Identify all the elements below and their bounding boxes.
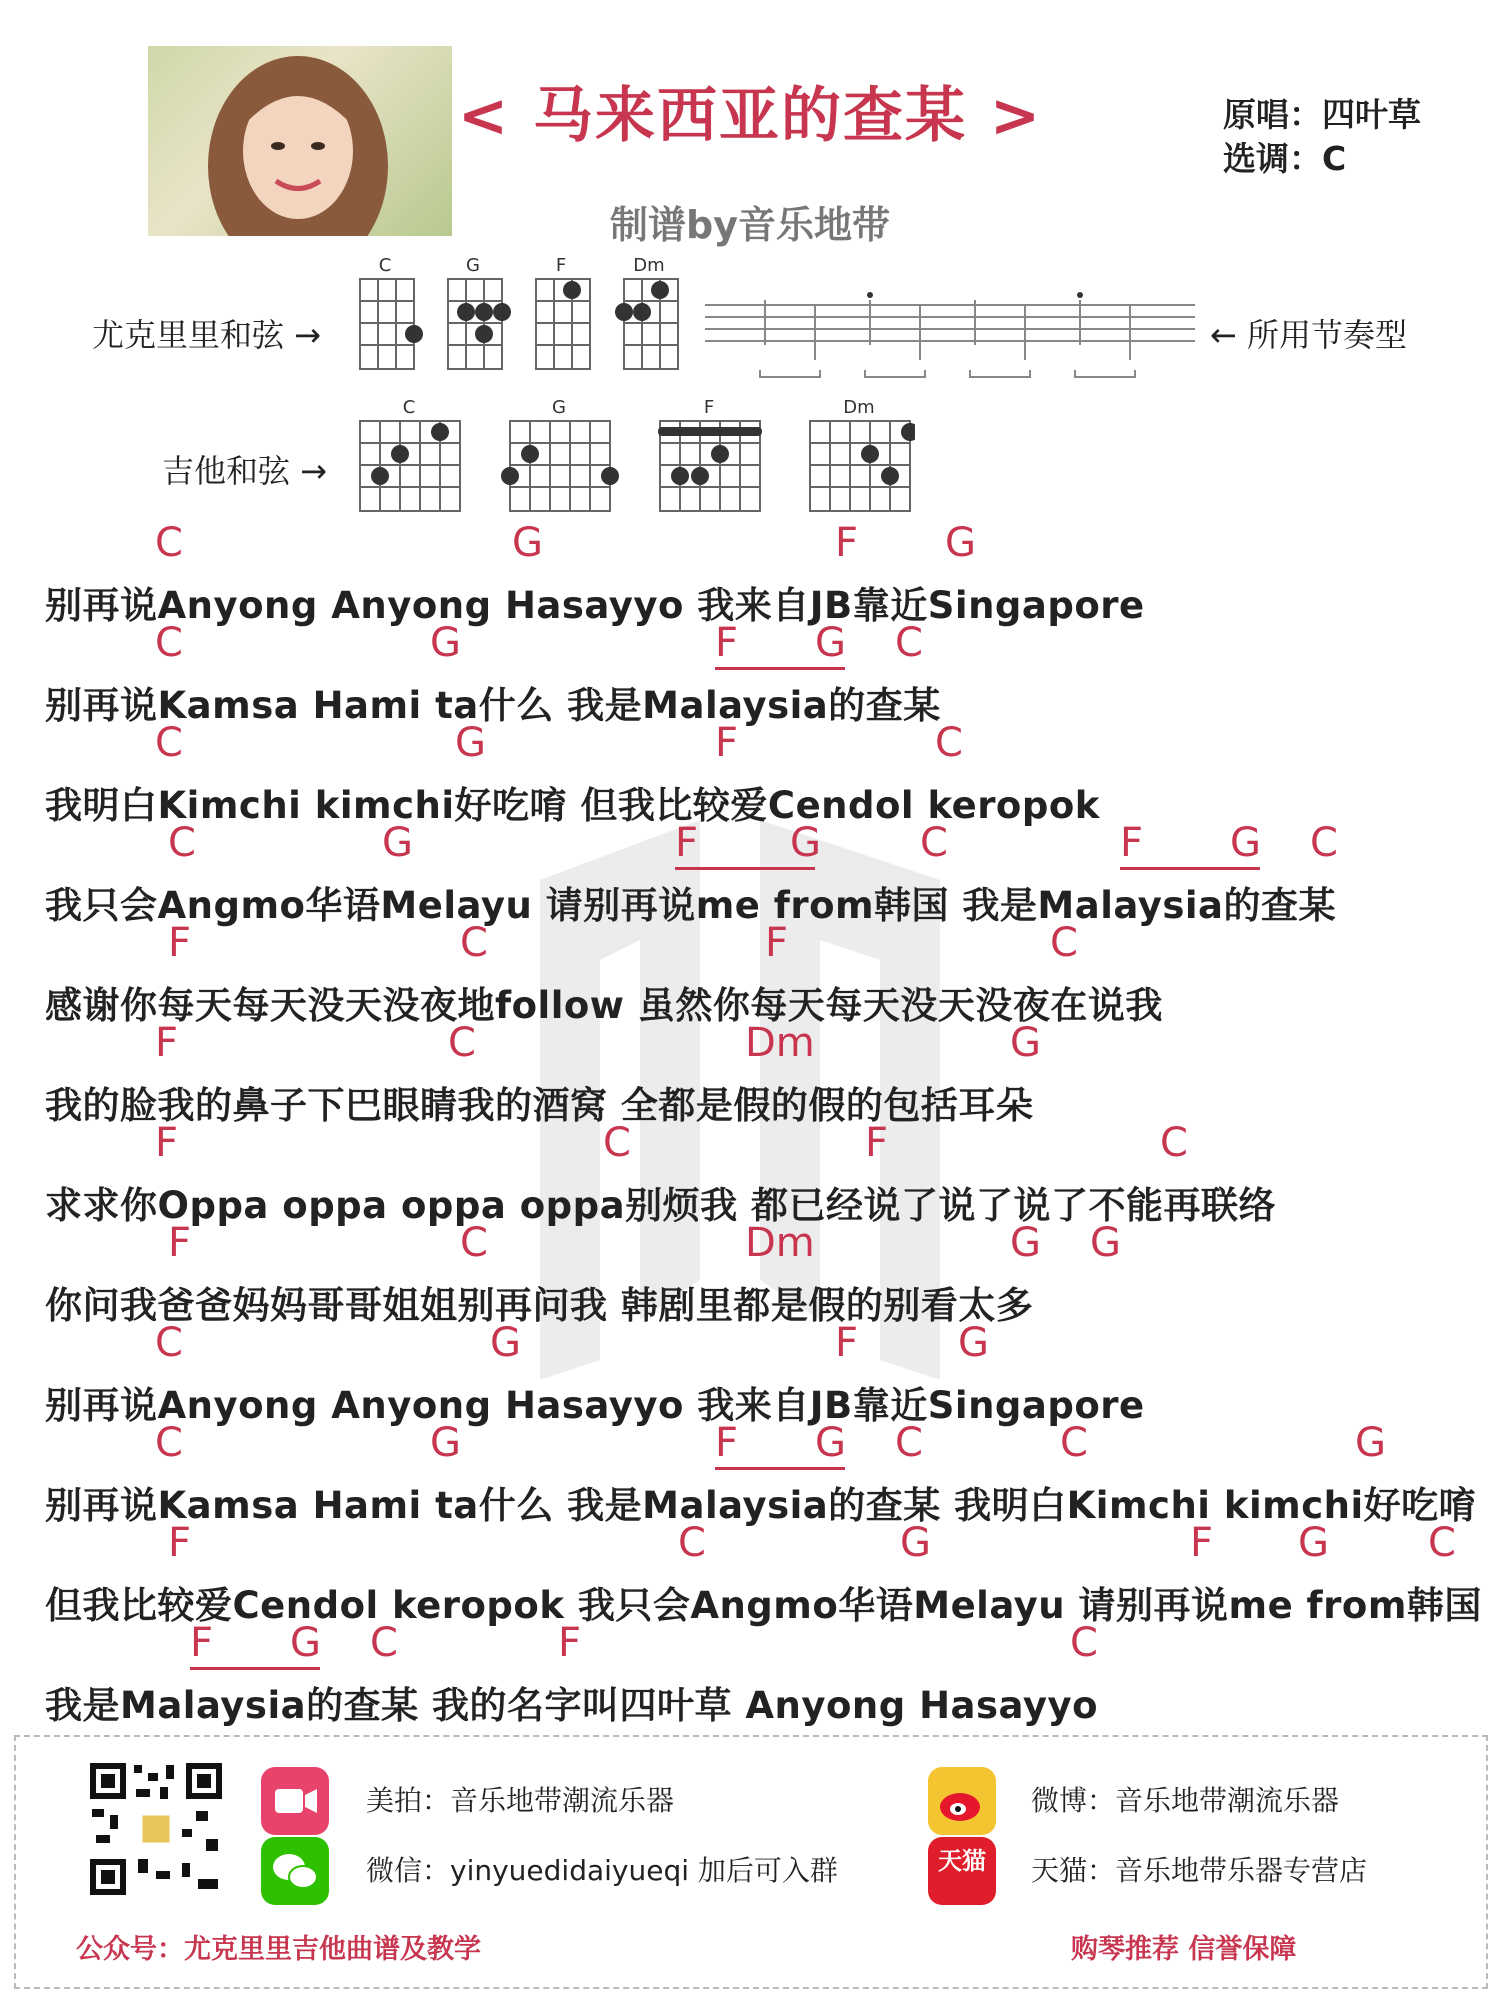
chord-symbol: F [168,1520,192,1566]
chord-symbol: C [1060,1420,1088,1466]
chord-symbol: G [430,1420,461,1466]
chord-symbol: C [155,1420,183,1466]
chord-symbol: G [1298,1520,1329,1566]
slogan: 购琴推荐 信誉保障 [1071,1934,1297,1965]
lyric-line: 感谢你每天每天没天没夜地follow 虽然你每天每天没天没夜在说我 [45,984,1163,1027]
chord-symbol: G [290,1620,321,1666]
chord-symbol: F [865,1120,889,1166]
qr-code-icon[interactable] [86,1759,226,1899]
chord-symbol: F [1120,820,1144,866]
chord-symbol: C [370,1620,398,1666]
chord-underline [675,867,815,870]
meipai-icon[interactable] [261,1767,329,1835]
chord-row [0,1420,1500,1466]
tmall-icon-label: 天猫 [938,1847,986,1875]
public-account: 公众号：尤克里里吉他曲谱及教学 [76,1934,481,1965]
chord-underline [715,667,845,670]
arranger-credit: 制谱by音乐地带 [610,203,890,247]
chord-row [0,620,1500,666]
ukulele-fretboards [355,277,685,377]
chord-symbol: F [155,1120,179,1166]
chord-row [0,1120,1500,1166]
chord-symbol: F [168,920,192,966]
song-key: 选调：C [1223,139,1347,178]
lyric-line: 求求你Oppa oppa oppa oppa别烦我 都已经说了说了说了不能再联络 [45,1184,1276,1227]
tmall-store: 天猫：音乐地带乐器专营店 [1031,1854,1368,1887]
chord-symbol: F [835,1320,859,1366]
chord-symbol: C [155,520,183,566]
meipai-account: 美拍：音乐地带潮流乐器 [366,1784,675,1817]
wechat-account: 微信：yinyuedidaiyueqi 加后可入群 [366,1854,838,1887]
rhythm-pattern [705,285,1205,385]
chord-symbol: G [815,1420,846,1466]
lyric-line: 我只会Angmo华语Melayu 请别再说me from韩国 我是Malaysia的查某 [45,884,1337,927]
chord-symbol: C [155,1320,183,1366]
chord-symbol: C [895,620,923,666]
guitar-chord-name: Dm [843,397,875,418]
chord-symbol: C [448,1020,476,1066]
chord-symbol: C [155,720,183,766]
ukulele-chord-diagrams [355,255,685,375]
guitar-chords-label: 吉他和弦 → [162,452,327,490]
lyric-line: 但我比较爱Cendol keropok 我只会Angmo华语Melayu 请别再说me from韩国 [45,1584,1482,1627]
lyric-line: 别再说Kamsa Hami ta什么 我是Malaysia的查某 我明白Kimchi kimchi好吃唷 [45,1484,1477,1527]
chord-row [0,520,1500,566]
chord-symbol: F [675,820,699,866]
chord-symbol: C [603,1120,631,1166]
chord-symbol: C [155,620,183,666]
chord-symbol: G [815,620,846,666]
ukulele-chord-name: Dm [633,255,665,276]
chord-symbol: G [945,520,976,566]
chord-row [0,1620,1500,1666]
chord-symbol: G [790,820,821,866]
chord-underline [715,1467,845,1470]
lyric-line: 你问我爸爸妈妈哥哥姐姐别再问我 韩剧里都是假的别看太多 [45,1284,1034,1327]
ukulele-chord-name: C [378,255,392,276]
chord-symbol: F [558,1620,582,1666]
lyric-line: 我的脸我的鼻子下巴眼睛我的酒窝 全都是假的假的包括耳朵 [45,1084,1034,1127]
original-singer: 原唱：四叶草 [1223,95,1421,134]
chord-symbol: G [382,820,413,866]
chord-symbol: F [715,720,739,766]
chord-symbol: C [935,720,963,766]
chord-symbol: F [765,920,789,966]
footer-panel [14,1735,1488,1989]
lyric-line: 我是Malaysia的查某 我的名字叫四叶草 Anyong Hasayyo [45,1684,1099,1727]
page-title: < 马来西亚的查某 > [457,81,1043,151]
chord-symbol: C [460,920,488,966]
guitar-fretboards [355,419,915,519]
guitar-chord-diagrams [355,397,915,522]
wechat-icon[interactable] [261,1837,329,1905]
chord-row [0,1320,1500,1366]
chord-symbol: F [715,1420,739,1466]
ukulele-chord-name: F [555,255,567,276]
chord-row [0,1520,1500,1566]
chord-symbol: F [190,1620,214,1666]
chord-symbol: G [1355,1420,1386,1466]
chord-symbol: G [958,1320,989,1366]
weibo-account: 微博：音乐地带潮流乐器 [1031,1784,1340,1817]
lyric-line: 别再说Kamsa Hami ta什么 我是Malaysia的查某 [45,684,941,727]
chord-symbol: G [490,1320,521,1366]
chord-symbol: C [1070,1620,1098,1666]
chord-symbol: C [1050,920,1078,966]
chord-symbol: C [895,1420,923,1466]
chord-symbol: G [900,1520,931,1566]
chord-symbol: C [1160,1120,1188,1166]
chord-symbol: F [168,1220,192,1266]
guitar-chord-name: C [402,397,416,418]
chord-symbol: G [455,720,486,766]
guitar-chord-name: F [703,397,715,418]
weibo-icon[interactable] [928,1767,996,1835]
chord-symbol: F [1190,1520,1214,1566]
chord-symbol: C [678,1520,706,1566]
tmall-icon[interactable] [928,1837,996,1905]
lyric-line: 别再说Anyong Anyong Hasayyo 我来自JB靠近Singapore [45,1384,1145,1427]
ukulele-chord-name: G [466,255,480,276]
lyric-line: 我明白Kimchi kimchi好吃唷 但我比较爱Cendol keropok [45,784,1100,827]
chord-underline [1120,867,1260,870]
chord-symbol: F [155,1020,179,1066]
chord-symbol: G [430,620,461,666]
chord-row [0,920,1500,966]
chord-symbol: G [1010,1220,1041,1266]
chord-underline [190,1667,320,1670]
chord-symbol: C [920,820,948,866]
chord-symbol: G [1010,1020,1041,1066]
chord-row [0,1020,1500,1066]
chord-symbol: C [1428,1520,1456,1566]
chord-row [0,820,1500,866]
chord-symbol: C [460,1220,488,1266]
chord-row [0,720,1500,766]
song-meta [1223,93,1421,181]
chord-symbol: G [1090,1220,1121,1266]
chord-symbol: Dm [745,1220,815,1266]
chord-symbol: Dm [745,1020,815,1066]
chord-symbol: C [1310,820,1338,866]
rhythm-label: ← 所用节奏型 [1210,316,1407,354]
chord-symbol: F [835,520,859,566]
chord-symbol: G [512,520,543,566]
chord-symbol: C [168,820,196,866]
guitar-chord-name: G [552,397,566,418]
chord-symbol: G [1230,820,1261,866]
ukulele-chords-label: 尤克里里和弦 → [92,316,321,354]
chord-symbol: F [715,620,739,666]
chord-row [0,1220,1500,1266]
lyric-line: 别再说Anyong Anyong Hasayyo 我来自JB靠近Singapore [45,584,1145,627]
